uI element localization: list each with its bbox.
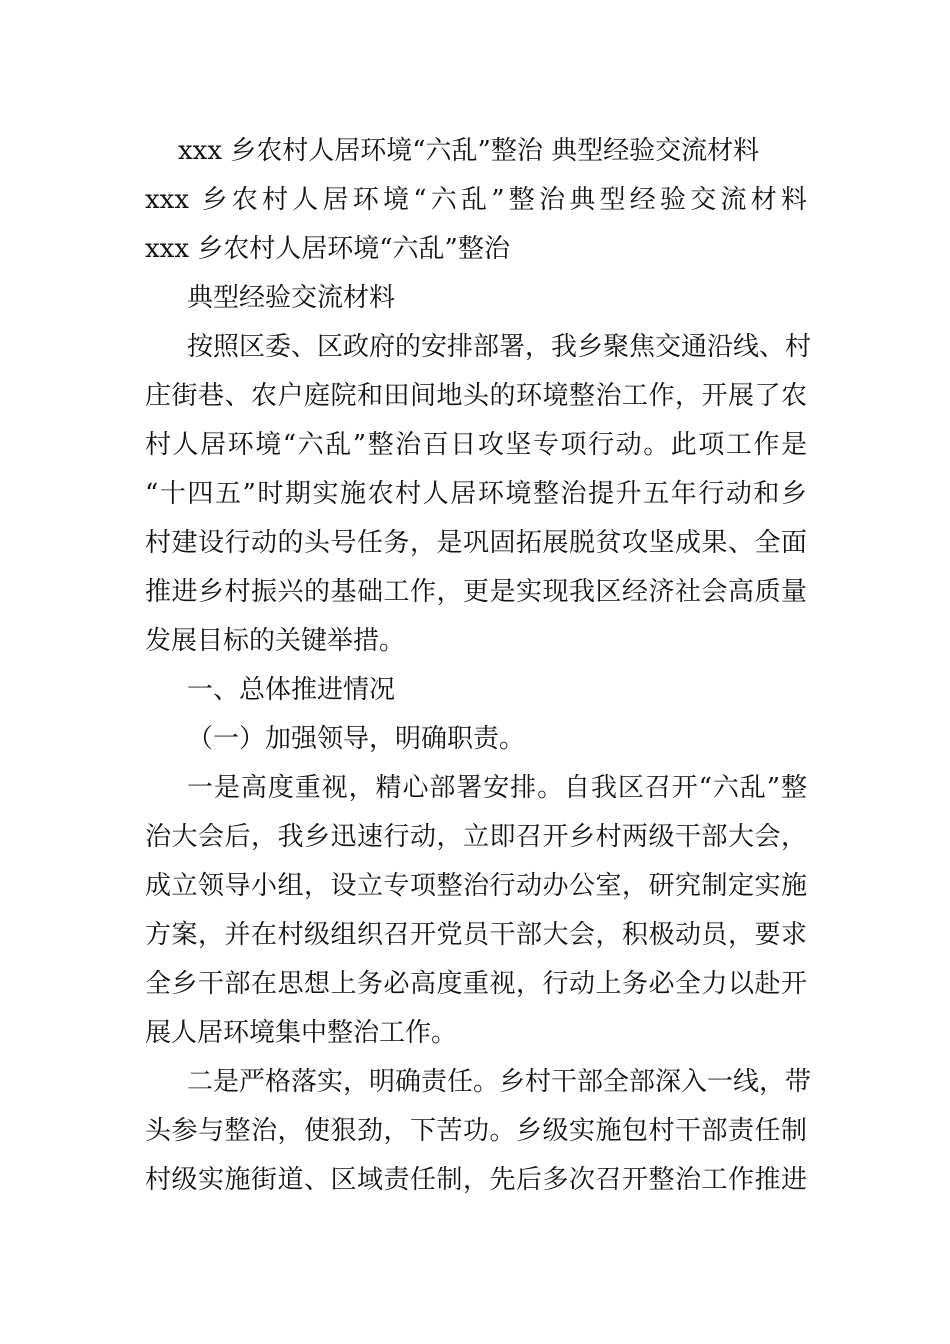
header-line-2: xxx 乡农村人居环境“六乱”整治典型经验交流材料 xyxy=(145,185,807,215)
intro-line-7: 发展目标的关键举措。 xyxy=(145,626,406,656)
paragraph1-line-2: 治大会后，我乡迅速行动，立即召开乡村两级干部大会， xyxy=(145,822,807,852)
paragraph1-line-3: 成立领导小组，设立专项整治行动办公室，研究制定实施 xyxy=(145,871,807,901)
intro-line-1: 按照区委、区政府的安排部署，我乡聚焦交通沿线、村 xyxy=(187,332,812,362)
intro-line-3: 村人居环境“六乱”整治百日攻坚专项行动。此项工作是 xyxy=(145,430,807,460)
paragraph1-line-4: 方案，并在村级组织召开党员干部大会，积极动员，要求 xyxy=(145,920,807,950)
intro-line-5: 村建设行动的头号任务，是巩固拓展脱贫攻坚成果、全面 xyxy=(145,528,807,558)
intro-line-4: “十四五”时期实施农村人居环境整治提升五年行动和乡 xyxy=(145,479,807,509)
paragraph2-line-2: 头参与整治，使狠劲，下苦功。乡级实施包村干部责任制 xyxy=(145,1116,807,1146)
subsection-heading: （一）加强领导，明确职责。 xyxy=(187,724,526,754)
header-line-1: xxx 乡农村人居环境“六乱”整治 典型经验交流材料 xyxy=(178,136,760,166)
header-line-4: 典型经验交流材料 xyxy=(187,283,396,313)
paragraph1-line-6: 展人居环境集中整治工作。 xyxy=(145,1018,458,1048)
paragraph1-line-5: 全乡干部在思想上务必高度重视，行动上务必全力以赴开 xyxy=(145,969,807,999)
paragraph2-line-3: 村级实施街道、区域责任制，先后多次召开整治工作推进 xyxy=(145,1165,807,1195)
intro-line-2: 庄街巷、农户庭院和田间地头的环境整治工作，开展了农 xyxy=(145,381,807,411)
document-body xyxy=(145,127,812,1205)
header-line-3: xxx 乡农村人居环境“六乱”整治 xyxy=(145,234,510,264)
paragraph1-line-1: 一是高度重视，精心部署安排。自我区召开“六乱”整 xyxy=(187,773,807,803)
paragraph2-line-1: 二是严格落实，明确责任。乡村干部全部深入一线，带 xyxy=(187,1067,812,1097)
intro-line-6: 推进乡村振兴的基础工作，更是实现我区经济社会高质量 xyxy=(145,577,807,607)
section-heading: 一、总体推进情况 xyxy=(187,675,396,705)
